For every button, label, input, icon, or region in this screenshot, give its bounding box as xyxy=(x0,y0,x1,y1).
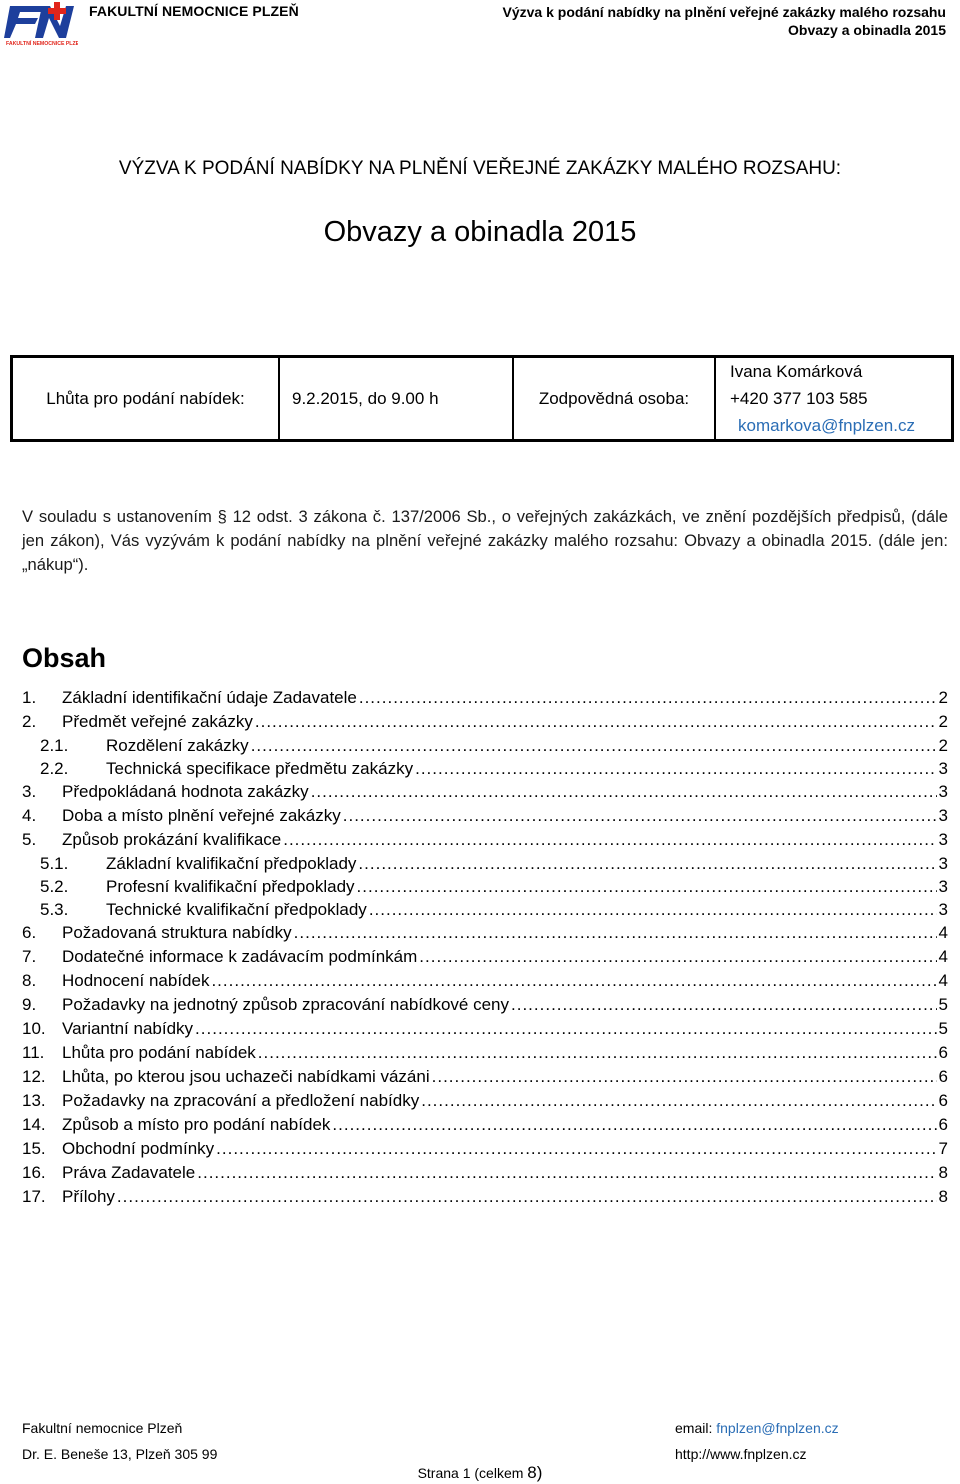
toc-entry[interactable] xyxy=(22,736,948,759)
toc-entry-number: 5. xyxy=(22,830,37,849)
toc-entry-title: Profesní kvalifikační předpoklady xyxy=(106,877,355,896)
toc-entry-page: 8 xyxy=(938,1163,948,1182)
toc-entry-title: Rozdělení zakázky xyxy=(106,736,249,755)
toc-entry[interactable] xyxy=(22,1067,948,1091)
deadline-label: Lhůta pro podání nabídek: xyxy=(12,357,280,441)
svg-text:FAKULTNÍ NEMOCNICE PLZEŇ: FAKULTNÍ NEMOCNICE PLZEŇ xyxy=(6,41,78,46)
toc-entry-page: 3 xyxy=(938,806,948,825)
tender-info-table xyxy=(10,355,954,442)
fn-logo-icon xyxy=(4,2,78,46)
intro-paragraph: V souladu s ustanovením § 12 odst. 3 zákona č. 137/2006 Sb., o veřejných zakázkách, ve znění pozdějších předpisů, (dále jen zákon), Vás vyzývám k podání nabídky na plnění veřejné zakázky malého rozsahu: Obvazy a obinadla 2015. (dále jen: „nákup“). xyxy=(22,507,948,574)
document-subtitle: Obvazy a obinadla 2015 xyxy=(323,216,637,248)
toc-entry-number: 5.1. xyxy=(40,854,69,873)
toc-entry-number: 5.2. xyxy=(40,877,69,896)
footer-email-line xyxy=(675,1415,839,1441)
toc-entry-page: 5 xyxy=(938,1019,948,1038)
toc-entry-page: 3 xyxy=(938,830,948,849)
page-number xyxy=(0,1463,960,1483)
toc-entry-number: 8. xyxy=(22,971,37,990)
toc-entry-title: Lhůta pro podání nabídek xyxy=(62,1043,256,1062)
toc-entry-title: Základní identifikační údaje Zadavatele xyxy=(62,688,357,707)
toc-entry-title: Hodnocení nabídek xyxy=(62,971,210,990)
toc-entry-page: 2 xyxy=(938,712,948,731)
toc-entry-title: Požadovaná struktura nabídky xyxy=(62,923,292,942)
toc-entry-page: 3 xyxy=(938,854,948,873)
page-number-total: 8) xyxy=(527,1463,543,1482)
hospital-logo xyxy=(4,2,78,46)
toc-entry[interactable] xyxy=(22,947,948,971)
toc-entry-title: Práva Zadavatele xyxy=(62,1163,196,1182)
footer-email-link[interactable]: fnplzen@fnplzen.cz xyxy=(716,1420,839,1436)
toc-entry-number: 9. xyxy=(22,995,37,1014)
toc-entry-number: 2.2. xyxy=(40,759,69,778)
toc-entry[interactable] xyxy=(22,712,948,736)
header-doc-type: Výzva k podání nabídky na plnění veřejné zakázky malého rozsahu xyxy=(502,4,946,20)
header-doc-info xyxy=(503,3,947,39)
toc-dot-leader xyxy=(359,688,937,708)
toc-entry-title: Doba a místo plnění veřejné zakázky xyxy=(62,806,341,825)
header-doc-name: Obvazy a obinadla 2015 xyxy=(788,22,946,38)
toc-entry-number: 3. xyxy=(22,782,37,801)
toc-dot-leader xyxy=(294,923,937,943)
toc-entry-number: 2.1. xyxy=(40,736,69,755)
toc-entry-number: 16. xyxy=(22,1163,46,1182)
header-org-name: FAKULTNÍ NEMOCNICE PLZEŇ xyxy=(89,3,299,19)
toc-dot-leader xyxy=(343,806,937,826)
toc-entry-number: 13. xyxy=(22,1091,46,1110)
toc-dot-leader xyxy=(117,1187,937,1207)
contact-phone: +420 377 103 585 xyxy=(730,389,868,408)
toc-dot-leader xyxy=(432,1067,937,1087)
toc-dot-leader xyxy=(332,1115,936,1135)
toc-entry-title: Dodatečné informace k zadávacím podmínkám xyxy=(62,947,418,966)
toc-entry-number: 11. xyxy=(22,1043,45,1062)
toc-entry[interactable] xyxy=(22,688,948,712)
toc-entry-number: 10. xyxy=(22,1019,46,1038)
toc-dot-leader xyxy=(211,971,936,991)
toc-dot-leader xyxy=(258,1043,937,1063)
toc-entry-number: 17. xyxy=(22,1187,46,1206)
toc-entry-title: Způsob a místo pro podání nabídek xyxy=(62,1115,331,1134)
footer-left xyxy=(22,1415,217,1467)
contact-cell xyxy=(715,357,953,441)
toc-entry-page: 6 xyxy=(938,1091,948,1110)
contact-email-link[interactable]: komarkova@fnplzen.cz xyxy=(738,416,915,435)
toc-entry[interactable] xyxy=(22,1163,948,1187)
toc-entry-title: Přílohy xyxy=(62,1187,115,1206)
toc-entry[interactable] xyxy=(22,995,948,1019)
toc-entry[interactable] xyxy=(22,830,948,854)
contents-heading: Obsah xyxy=(22,643,107,673)
toc-dot-leader xyxy=(195,1019,936,1039)
footer-address: Dr. E. Beneše 13, Plzeň 305 99 xyxy=(22,1446,218,1462)
toc-dot-leader xyxy=(251,736,937,756)
toc-dot-leader xyxy=(311,782,937,802)
toc-entry-title: Předpokládaná hodnota zakázky xyxy=(62,782,309,801)
toc-dot-leader xyxy=(357,877,937,897)
toc-entry-title: Základní kvalifikační předpoklady xyxy=(106,854,357,873)
toc-entry-page: 3 xyxy=(938,782,948,801)
toc-entry-number: 5.3. xyxy=(40,900,69,919)
toc-entry[interactable] xyxy=(22,900,948,923)
toc-entry-number: 1. xyxy=(22,688,37,707)
toc-entry[interactable] xyxy=(22,806,948,830)
toc-dot-leader xyxy=(255,712,937,732)
toc-entry-title: Technická specifikace předmětu zakázky xyxy=(106,759,414,778)
toc-entry-page: 6 xyxy=(938,1043,948,1062)
toc-entry-title: Požadavky na jednotný způsob zpracování nabídkové ceny xyxy=(62,995,510,1014)
toc-entry-page: 2 xyxy=(938,736,948,755)
toc-dot-leader xyxy=(197,1163,936,1183)
toc-entry-number: 7. xyxy=(22,947,37,966)
toc-entry-page: 8 xyxy=(938,1187,948,1206)
toc-dot-leader xyxy=(283,830,936,850)
toc-entry[interactable] xyxy=(22,1091,948,1115)
footer-right xyxy=(675,1415,839,1467)
toc-entry[interactable] xyxy=(22,1115,948,1139)
toc-entry-page: 3 xyxy=(938,877,948,896)
toc-entry-page: 2 xyxy=(938,688,948,707)
toc-entry-page: 3 xyxy=(938,759,948,778)
table-of-contents xyxy=(22,688,948,1211)
toc-entry-number: 15. xyxy=(22,1139,46,1158)
toc-entry-title: Obchodní podmínky xyxy=(62,1139,215,1158)
toc-entry-number: 12. xyxy=(22,1067,46,1086)
toc-entry[interactable] xyxy=(22,923,948,947)
toc-entry-title: Způsob prokázání kvalifikace xyxy=(62,830,282,849)
contact-person: Ivana Komárková xyxy=(730,362,863,381)
responsible-label: Zodpovědná osoba: xyxy=(513,357,715,441)
toc-dot-leader xyxy=(419,947,936,967)
toc-entry-page: 7 xyxy=(938,1139,948,1158)
toc-entry[interactable] xyxy=(22,1019,948,1043)
toc-entry[interactable] xyxy=(22,877,948,900)
page-number-prefix: Strana 1 (celkem xyxy=(417,1465,528,1481)
toc-entry[interactable] xyxy=(22,782,948,806)
toc-entry-page: 6 xyxy=(938,1115,948,1134)
toc-entry[interactable] xyxy=(22,759,948,782)
toc-entry-title: Technické kvalifikační předpoklady xyxy=(106,900,367,919)
toc-dot-leader xyxy=(511,995,937,1015)
toc-dot-leader xyxy=(358,854,936,874)
toc-entry-number: 2. xyxy=(22,712,37,731)
toc-entry-title: Variantní nabídky xyxy=(62,1019,194,1038)
toc-entry[interactable] xyxy=(22,1043,948,1067)
toc-dot-leader xyxy=(369,900,937,920)
toc-entry-number: 6. xyxy=(22,923,37,942)
toc-dot-leader xyxy=(421,1091,936,1111)
toc-entry-page: 6 xyxy=(938,1067,948,1086)
toc-entry-title: Lhůta, po kterou jsou uchazeči nabídkami vázáni xyxy=(62,1067,430,1086)
toc-entry-page: 3 xyxy=(938,900,948,919)
footer-email-label: email: xyxy=(675,1420,713,1436)
toc-dot-leader xyxy=(415,759,936,779)
footer-org: Fakultní nemocnice Plzeň xyxy=(22,1420,183,1436)
toc-entry-page: 4 xyxy=(938,923,948,942)
document-title: VÝZVA K PODÁNÍ NABÍDKY NA PLNĚNÍ VEŘEJNÉ ZAKÁZKY MALÉHO ROZSAHU: xyxy=(118,158,842,179)
toc-entry-title: Předmět veřejné zakázky xyxy=(62,712,253,731)
toc-entry-page: 5 xyxy=(938,995,948,1014)
toc-entry[interactable] xyxy=(22,1139,948,1163)
toc-entry-number: 4. xyxy=(22,806,37,825)
toc-entry[interactable] xyxy=(22,971,948,995)
deadline-value: 9.2.2015, do 9.00 h xyxy=(279,357,513,441)
footer-web-link[interactable]: http://www.fnplzen.cz xyxy=(675,1446,807,1462)
toc-dot-leader xyxy=(216,1139,936,1159)
toc-entry-page: 4 xyxy=(938,971,948,990)
toc-entry[interactable] xyxy=(22,854,948,877)
toc-entry-title: Požadavky na zpracování a předložení nabídky xyxy=(62,1091,420,1110)
toc-entry-page: 4 xyxy=(938,947,948,966)
toc-entry-number: 14. xyxy=(22,1115,46,1134)
toc-entry[interactable] xyxy=(22,1187,948,1211)
